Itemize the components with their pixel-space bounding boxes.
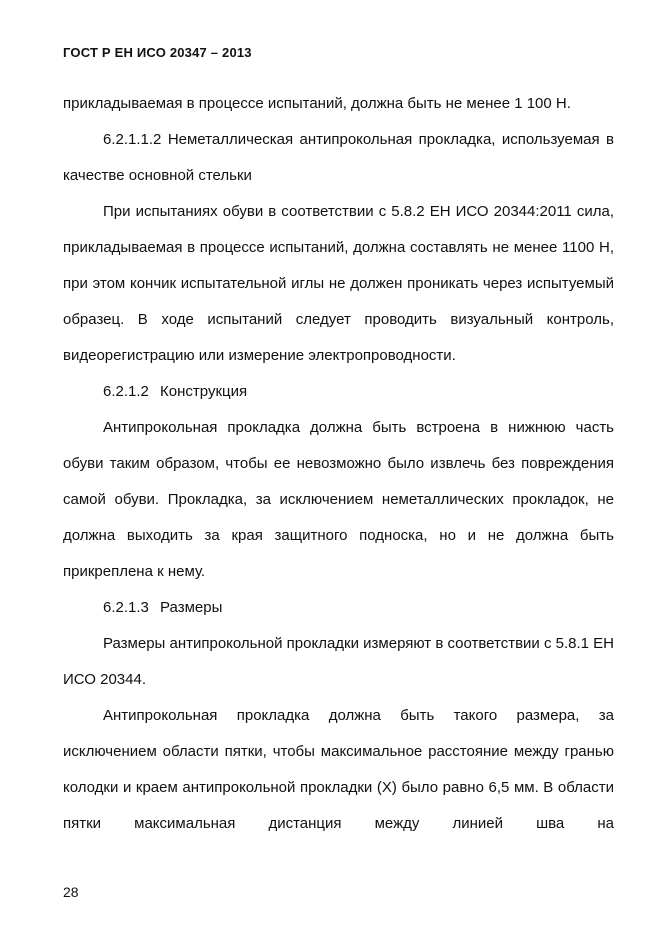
section-heading-dimensions	[63, 590, 614, 626]
section-title: Конструкция	[160, 383, 248, 400]
paragraph-test-requirements: При испытаниях обуви в соответствии с 5.8.2 ЕН ИСО 20344:2011 сила, прикладываемая в процессе испытаний, должна составлять не менее 1100 Н, при этом кончик испытательной иглы не должен проникать через испытуемый образец. В ходе испытаний следует проводить визуальный контроль, видеорегистрацию или измерение электропроводности.	[63, 203, 614, 364]
page-header: ГОСТ Р ЕН ИСО 20347 – 2013	[63, 45, 252, 60]
section-heading-construction	[63, 374, 614, 410]
paragraph-measurement: Размеры антипрокольной прокладки измеряют в соответствии с 5.8.1 ЕН ИСО 20344.	[63, 635, 615, 688]
body-text	[63, 86, 614, 842]
page-number: 28	[63, 884, 79, 900]
subsection-number: 6.2.1.1.2	[103, 131, 162, 148]
section-title: Размеры	[160, 599, 223, 616]
paragraph-continuation: прикладываемая в процессе испытаний, должна быть не менее 1 100 Н.	[63, 95, 571, 112]
paragraph-construction: Антипрокольная прокладка должна быть встроена в нижнюю часть обуви таким образом, чтобы ее невозможно было извлечь без повреждения самой обуви. Прокладка, за исключением неметаллических прокладок, не должна выходить за края защитного подноска, но и не должна быть прикреплена к нему.	[63, 419, 614, 580]
subsection-6-2-1-1-2	[63, 122, 614, 194]
section-number: 6.2.1.3	[103, 599, 149, 616]
subsection-title: Неметаллическая антипрокольная прокладка, используемая в качестве основной стельки	[63, 131, 614, 184]
paragraph-dimensions: Антипрокольная прокладка должна быть такого размера, за исключением области пятки, чтобы максимальное расстояние между гранью колодки и краем антипрокольной прокладки (Х) было равно 6,5 мм. В области пятки максимальная дистанция между линией шва на	[63, 707, 614, 832]
section-number: 6.2.1.2	[103, 383, 149, 400]
